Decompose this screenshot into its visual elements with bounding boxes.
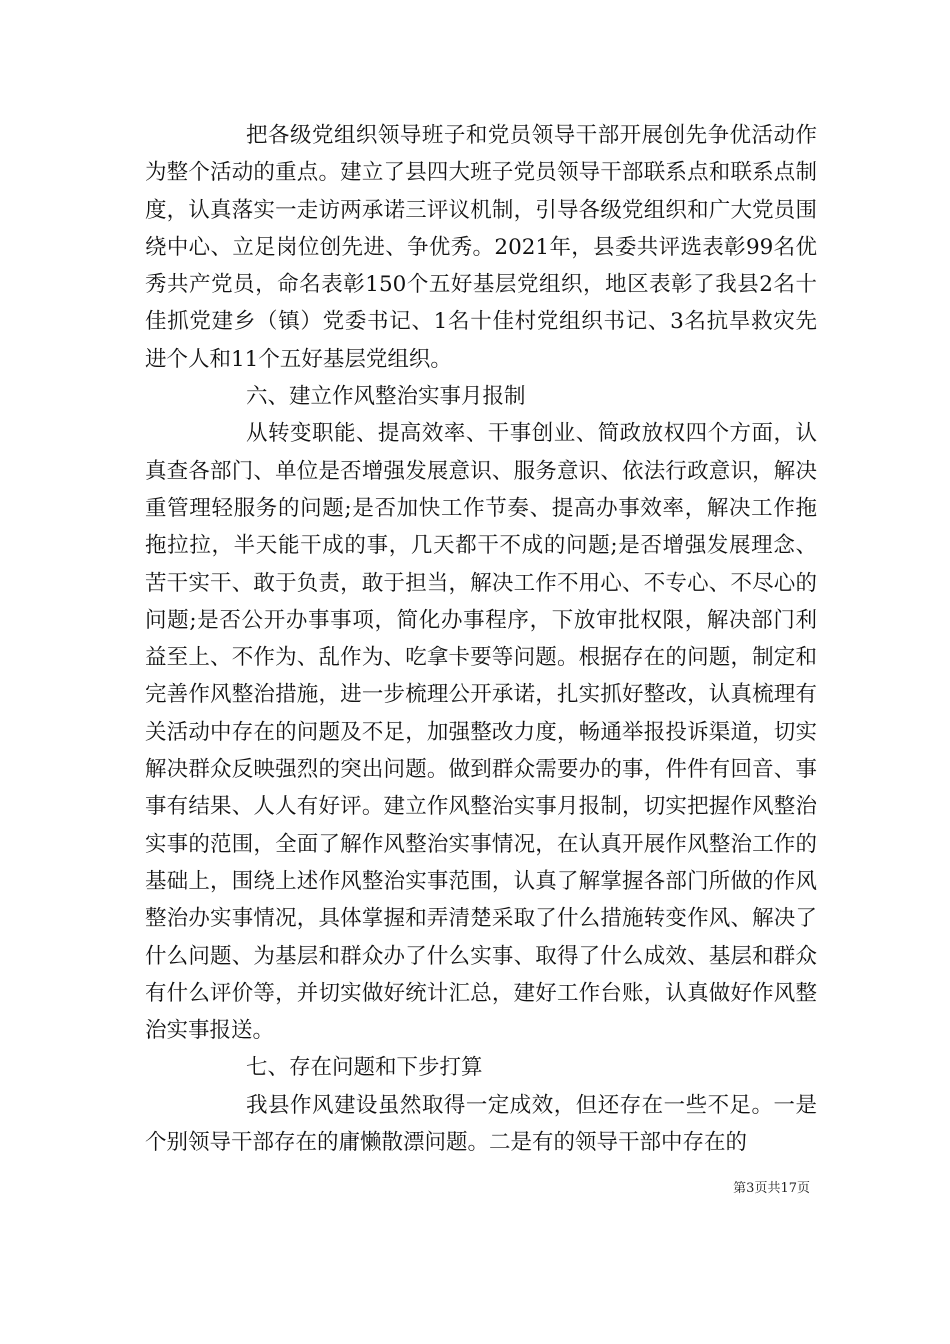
paragraph-existing-problems: 我县作风建设虽然取得一定成效，但还存在一些不足。一是个别领导干部存在的庸懒散漂问题。二是有的领导干部中存在的 [145, 1092, 817, 1156]
section-heading-six: 六、建立作风整治实事月报制 [246, 384, 526, 410]
page-number-footer: 第3页共17页 [733, 1181, 810, 1196]
paragraph-work-style-report: 从转变职能、提高效率、干事创业、简政放权四个方面，认真查各部门、单位是否增强发展意识、服务意识、依法行政意识，解决重管理轻服务的问题;是否加快工作节奏、提高办事效率，解决工作拖拖拉拉，半天能干成的事，几天都干不成的问题;是否增强发展理念、苦干实干、敢于负责，敢于担当，解决工作不用心、不专心、不尽心的问题;是否公开办事事项，简化办事程序，下放审批权限，解决部门利益至上、不作为、乱作为、吃拿卡要等问题。根据存在的问题，制定和完善作风整治措施，进一步梳理公开承诺，扎实抓好整改，认真梳理有关活动中存在的问题及不足，加强整改力度，畅通举报投诉渠道，切实解决群众反映强烈的突出问题。做到群众需要办的事，件件有回音、事事有结果、人人有好评。建立作风整治实事月报制，切实把握作风整治实事的范围，全面了解作风整治实事情况，在认真开展作风整治工作的基础上，围绕上述作风整治实事范围，认真了解掌握各部门所做的作风整治办实事情况，具体掌握和弄清楚采取了什么措施转变作风、解决了什么问题、为基层和群众办了什么实事、取得了什么成效、基层和群众有什么评价等，并切实做好统计汇总，建好工作台账，认真做好作风整治实事报送。 [145, 421, 817, 1044]
paragraph-party-organization: 把各级党组织领导班子和党员领导干部开展创先争优活动作为整个活动的重点。建立了县四大班子党员领导干部联系点和联系点制度，认真落实一走访两承诺三评议机制，引导各级党组织和广大党员围绕中心、立足岗位创先进、争优秀。2021年，县委共评选表彰99名优秀共产党员，命名表彰150个五好基层党组织，地区表彰了我县2名十佳抓党建乡（镇）党委书记、1名十佳村党组织书记、3名抗旱救灾先进个人和11个五好基层党组织。 [145, 123, 817, 372]
document-body [145, 117, 817, 1161]
section-heading-seven: 七、存在问题和下步打算 [246, 1055, 483, 1081]
